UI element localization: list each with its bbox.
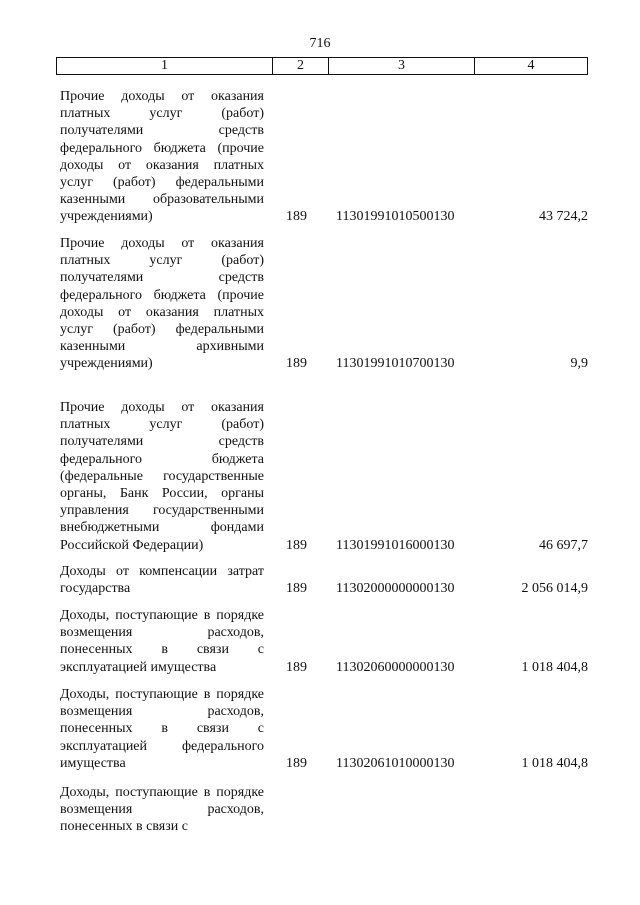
row-description: Доходы, поступающие в порядке возмещения расходов, понесенных в связи с эксплуатацией федерального имущества	[60, 687, 264, 771]
row-amount: 43 724,2	[539, 209, 588, 224]
header-col-1: 1	[57, 58, 273, 74]
table-row	[60, 399, 588, 557]
row-admin-code: 189	[286, 581, 307, 596]
row-amount: 9,9	[570, 356, 588, 371]
header-col-4: 4	[527, 58, 535, 73]
row-description: Доходы от компенсации затрат государства	[60, 564, 264, 597]
row-admin-code: 189	[286, 660, 307, 675]
row-description: Доходы, поступающие в порядке возмещения расходов, понесенных в связи с	[60, 785, 264, 835]
table-row	[60, 607, 588, 677]
row-description: Прочие доходы от оказания платных услуг (работ) получателями средств федерального бюджета (федеральные государственные органы, Банк России, органы управления государственными внебюджетными фондами Российской Федерации)	[60, 400, 264, 553]
row-admin-code: 189	[286, 209, 307, 224]
table-row	[60, 88, 588, 228]
row-budget-code: 11301991010500130	[336, 209, 455, 224]
row-admin-code: 189	[286, 756, 307, 771]
row-budget-code: 11302060000000130	[336, 660, 455, 675]
header-col-2: 2	[273, 58, 329, 74]
table-header	[56, 57, 588, 75]
page-number: 716	[309, 36, 331, 51]
row-amount: 1 018 404,8	[521, 660, 588, 675]
row-description: Доходы, поступающие в порядке возмещения расходов, понесенных в связи с эксплуатацией имущества	[60, 608, 264, 675]
row-amount: 46 697,7	[539, 538, 588, 553]
row-budget-code: 11301991010700130	[336, 356, 455, 371]
table-row	[60, 686, 588, 774]
row-budget-code: 11301991016000130	[336, 538, 455, 553]
row-budget-code: 11302061010000130	[336, 756, 455, 771]
table-row	[60, 563, 588, 599]
table-row	[60, 235, 588, 375]
row-budget-code: 11302000000000130	[336, 581, 455, 596]
row-amount: 1 018 404,8	[521, 756, 588, 771]
row-amount: 2 056 014,9	[521, 581, 588, 596]
row-description: Прочие доходы от оказания платных услуг (работ) получателями средств федерального бюджета (прочие доходы от оказания платных услуг (работ) федеральными казенными образовательными учреждениями)	[60, 89, 264, 225]
header-col-3: 3	[329, 58, 475, 74]
row-admin-code: 189	[286, 356, 307, 371]
row-admin-code: 189	[286, 538, 307, 553]
row-description: Прочие доходы от оказания платных услуг (работ) получателями средств федерального бюджета (прочие доходы от оказания платных услуг (работ) федеральными казенными архивными учреждениями)	[60, 236, 264, 372]
table-row	[60, 784, 588, 838]
